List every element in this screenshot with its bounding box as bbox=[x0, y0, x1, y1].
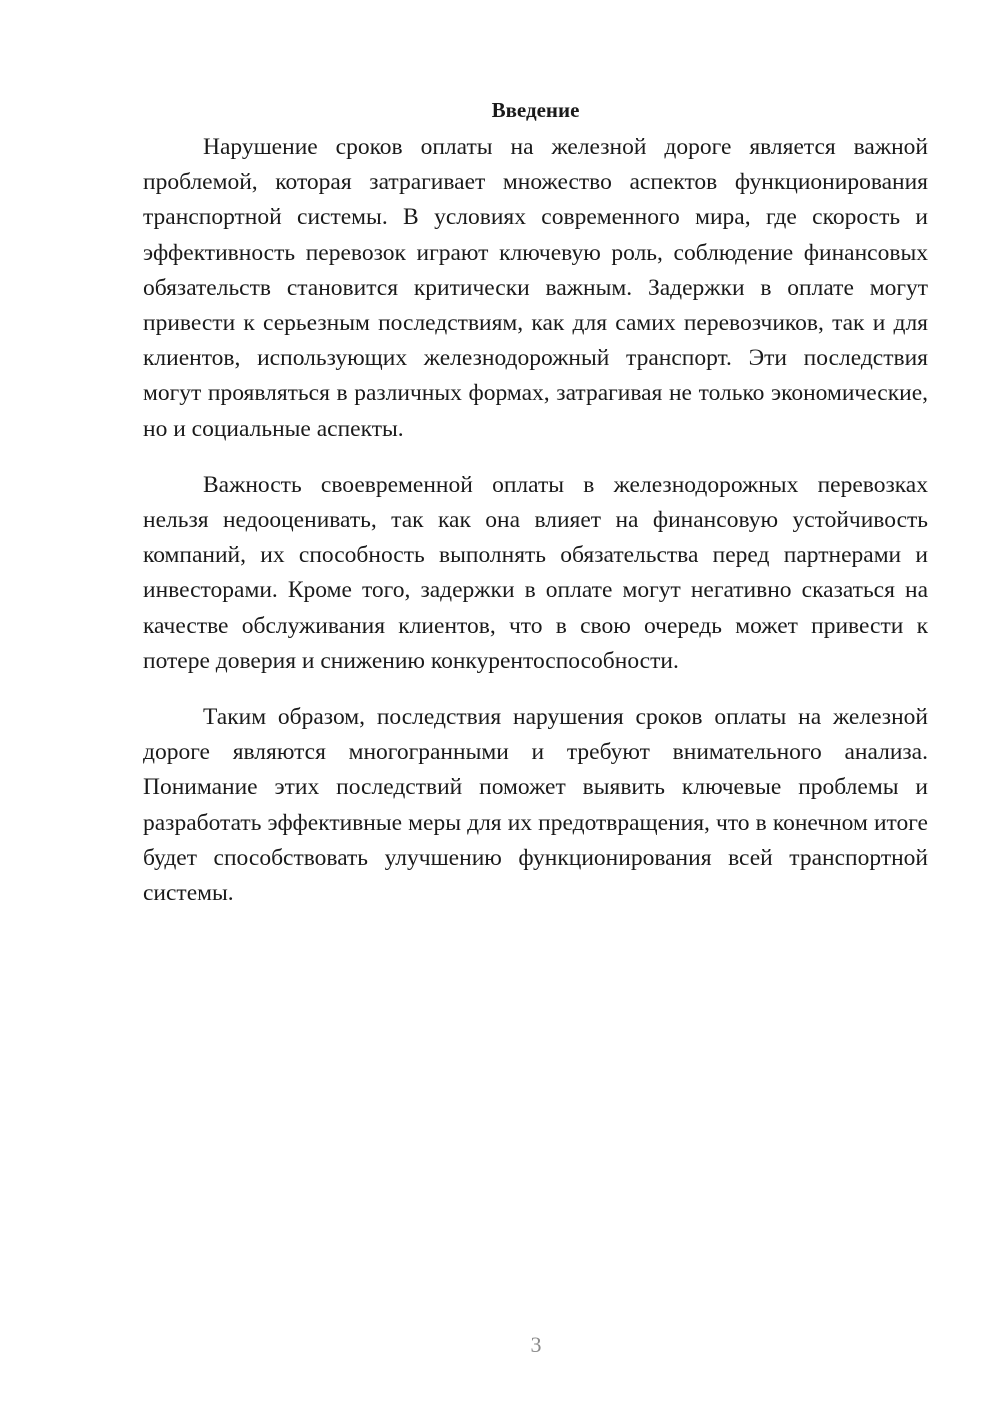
document-body bbox=[143, 92, 928, 932]
paragraph-1: Нарушение сроков оплаты на железной дороге является важной проблемой, которая затрагивает множество аспектов функционирования транспортной системы. В условиях современного мира, где скорость и эффективность перевозок играют ключевую роль, соблюдение финансовых обязательств становится критически важным. Задержки в оплате могут привести к серьезным последствиям, как для самих перевозчиков, так и для клиентов, использующих железнодорожный транспорт. Эти последствия могут проявляться в различных формах, затрагивая не только экономические, но и социальные аспекты. bbox=[143, 134, 928, 442]
paragraph-2: Важность своевременной оплаты в железнодорожных перевозках нельзя недооценивать, так как она влияет на финансовую устойчивость компаний, их способность выполнять обязательства перед партнерами и инвесторами. Кроме того, задержки в оплате могут негативно сказаться на качестве обслуживания клиентов, что в свою очередь может привести к потере доверия и снижению конкурентоспособности. bbox=[143, 471, 928, 674]
page-number: 3 bbox=[530, 1332, 542, 1357]
paragraph-3: Таким образом, последствия нарушения сроков оплаты на железной дороге являются многогранными и требуют внимательного анализа. Понимание этих последствий поможет выявить ключевые проблемы и разработать эффективные меры для их предотвращения, что в конечном итоге будет способствовать улучшению функционирования всей транспортной системы. bbox=[143, 704, 928, 907]
section-title: Введение bbox=[491, 98, 580, 122]
